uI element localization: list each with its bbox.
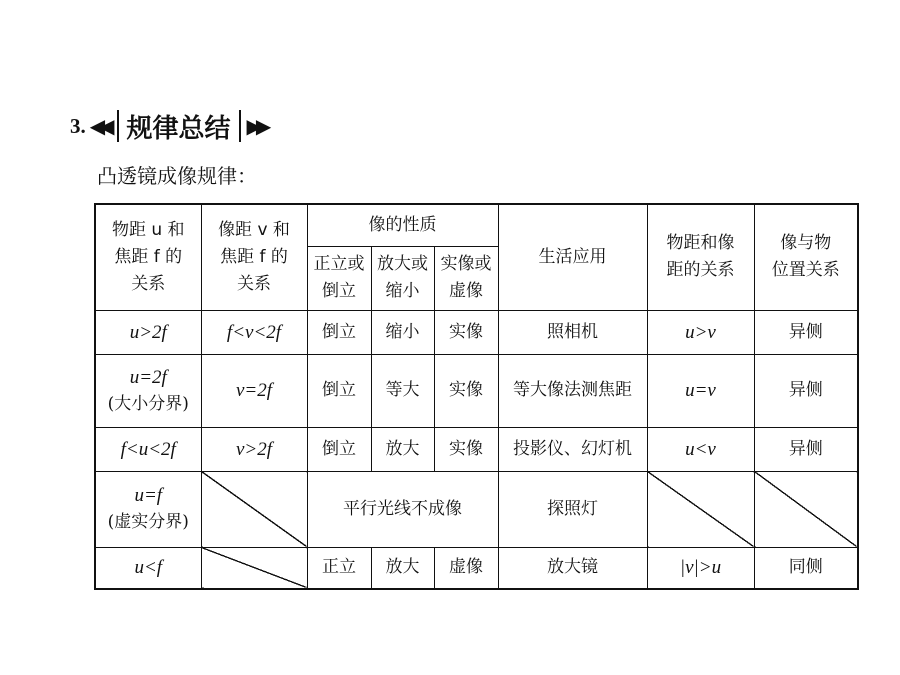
- cell-application: 照相机: [498, 310, 647, 354]
- section-heading: [70, 108, 265, 144]
- header-kind: 实像或 虚像: [434, 246, 498, 310]
- cell-size: 等大: [371, 354, 434, 427]
- cell-application: 投影仪、幻灯机: [498, 427, 647, 471]
- divider: [239, 110, 241, 142]
- header-image-nature: 像的性质: [307, 204, 498, 246]
- cell-application: 探照灯: [498, 471, 647, 547]
- cell-kind: 实像: [434, 354, 498, 427]
- convex-lens-rules-table: [94, 203, 859, 590]
- cell-distance-relation: u=v: [647, 354, 754, 427]
- cell-distance-relation: u<v: [647, 427, 754, 471]
- empty-diagonal-cell: [201, 471, 307, 547]
- cell-object-distance: u=f (虚实分界): [95, 471, 201, 547]
- cell-size: 放大: [371, 547, 434, 589]
- double-left-arrow-icon: ◀◀: [89, 114, 109, 138]
- header-distance-relation: 物距和像 距的关系: [647, 204, 754, 310]
- cell-orientation: 正立: [307, 547, 371, 589]
- cell-orientation: 倒立: [307, 354, 371, 427]
- table-row: [95, 310, 858, 354]
- cell-kind: 实像: [434, 310, 498, 354]
- cell-position-relation: 异侧: [754, 310, 858, 354]
- table-row: [95, 354, 858, 427]
- cell-object-distance: u=2f (大小分界): [95, 354, 201, 427]
- header-orientation: 正立或 倒立: [307, 246, 371, 310]
- double-right-arrow-icon: ▶▶: [246, 114, 266, 138]
- table-row: [95, 427, 858, 471]
- cell-application: 等大像法测焦距: [498, 354, 647, 427]
- header-image-distance: 像距 v 和 焦距 f 的 关系: [201, 204, 307, 310]
- cell-object-distance: u<f: [95, 547, 201, 589]
- cell-image-distance: v>2f: [201, 427, 307, 471]
- cell-kind: 虚像: [434, 547, 498, 589]
- cell-distance-relation: |v|>u: [647, 547, 754, 589]
- header-size: 放大或 缩小: [371, 246, 434, 310]
- cell-object-distance: u>2f: [95, 310, 201, 354]
- cell-distance-relation: u>v: [647, 310, 754, 354]
- intro-text: 凸透镜成像规律：: [97, 164, 257, 188]
- empty-diagonal-cell: [201, 547, 307, 589]
- cell-merged-nature: 平行光线不成像: [307, 471, 498, 547]
- cell-application: 放大镜: [498, 547, 647, 589]
- cell-image-distance: f<v<2f: [201, 310, 307, 354]
- cell-object-distance: f<u<2f: [95, 427, 201, 471]
- table-row: [95, 547, 858, 589]
- cell-kind: 实像: [434, 427, 498, 471]
- empty-diagonal-cell: [754, 471, 858, 547]
- header-application: 生活应用: [498, 204, 647, 310]
- cell-size: 放大: [371, 427, 434, 471]
- cell-position-relation: 同侧: [754, 547, 858, 589]
- cell-size: 缩小: [371, 310, 434, 354]
- section-number: 3.: [70, 113, 86, 138]
- cell-position-relation: 异侧: [754, 354, 858, 427]
- cell-position-relation: 异侧: [754, 427, 858, 471]
- section-title: 规律总结: [126, 113, 231, 144]
- table-row: [95, 471, 858, 547]
- cell-orientation: 倒立: [307, 310, 371, 354]
- cell-orientation: 倒立: [307, 427, 371, 471]
- header-position-relation: 像与物 位置关系: [754, 204, 858, 310]
- empty-diagonal-cell: [647, 471, 754, 547]
- cell-image-distance: v=2f: [201, 354, 307, 427]
- header-object-distance: 物距 u 和 焦距 f 的 关系: [95, 204, 201, 310]
